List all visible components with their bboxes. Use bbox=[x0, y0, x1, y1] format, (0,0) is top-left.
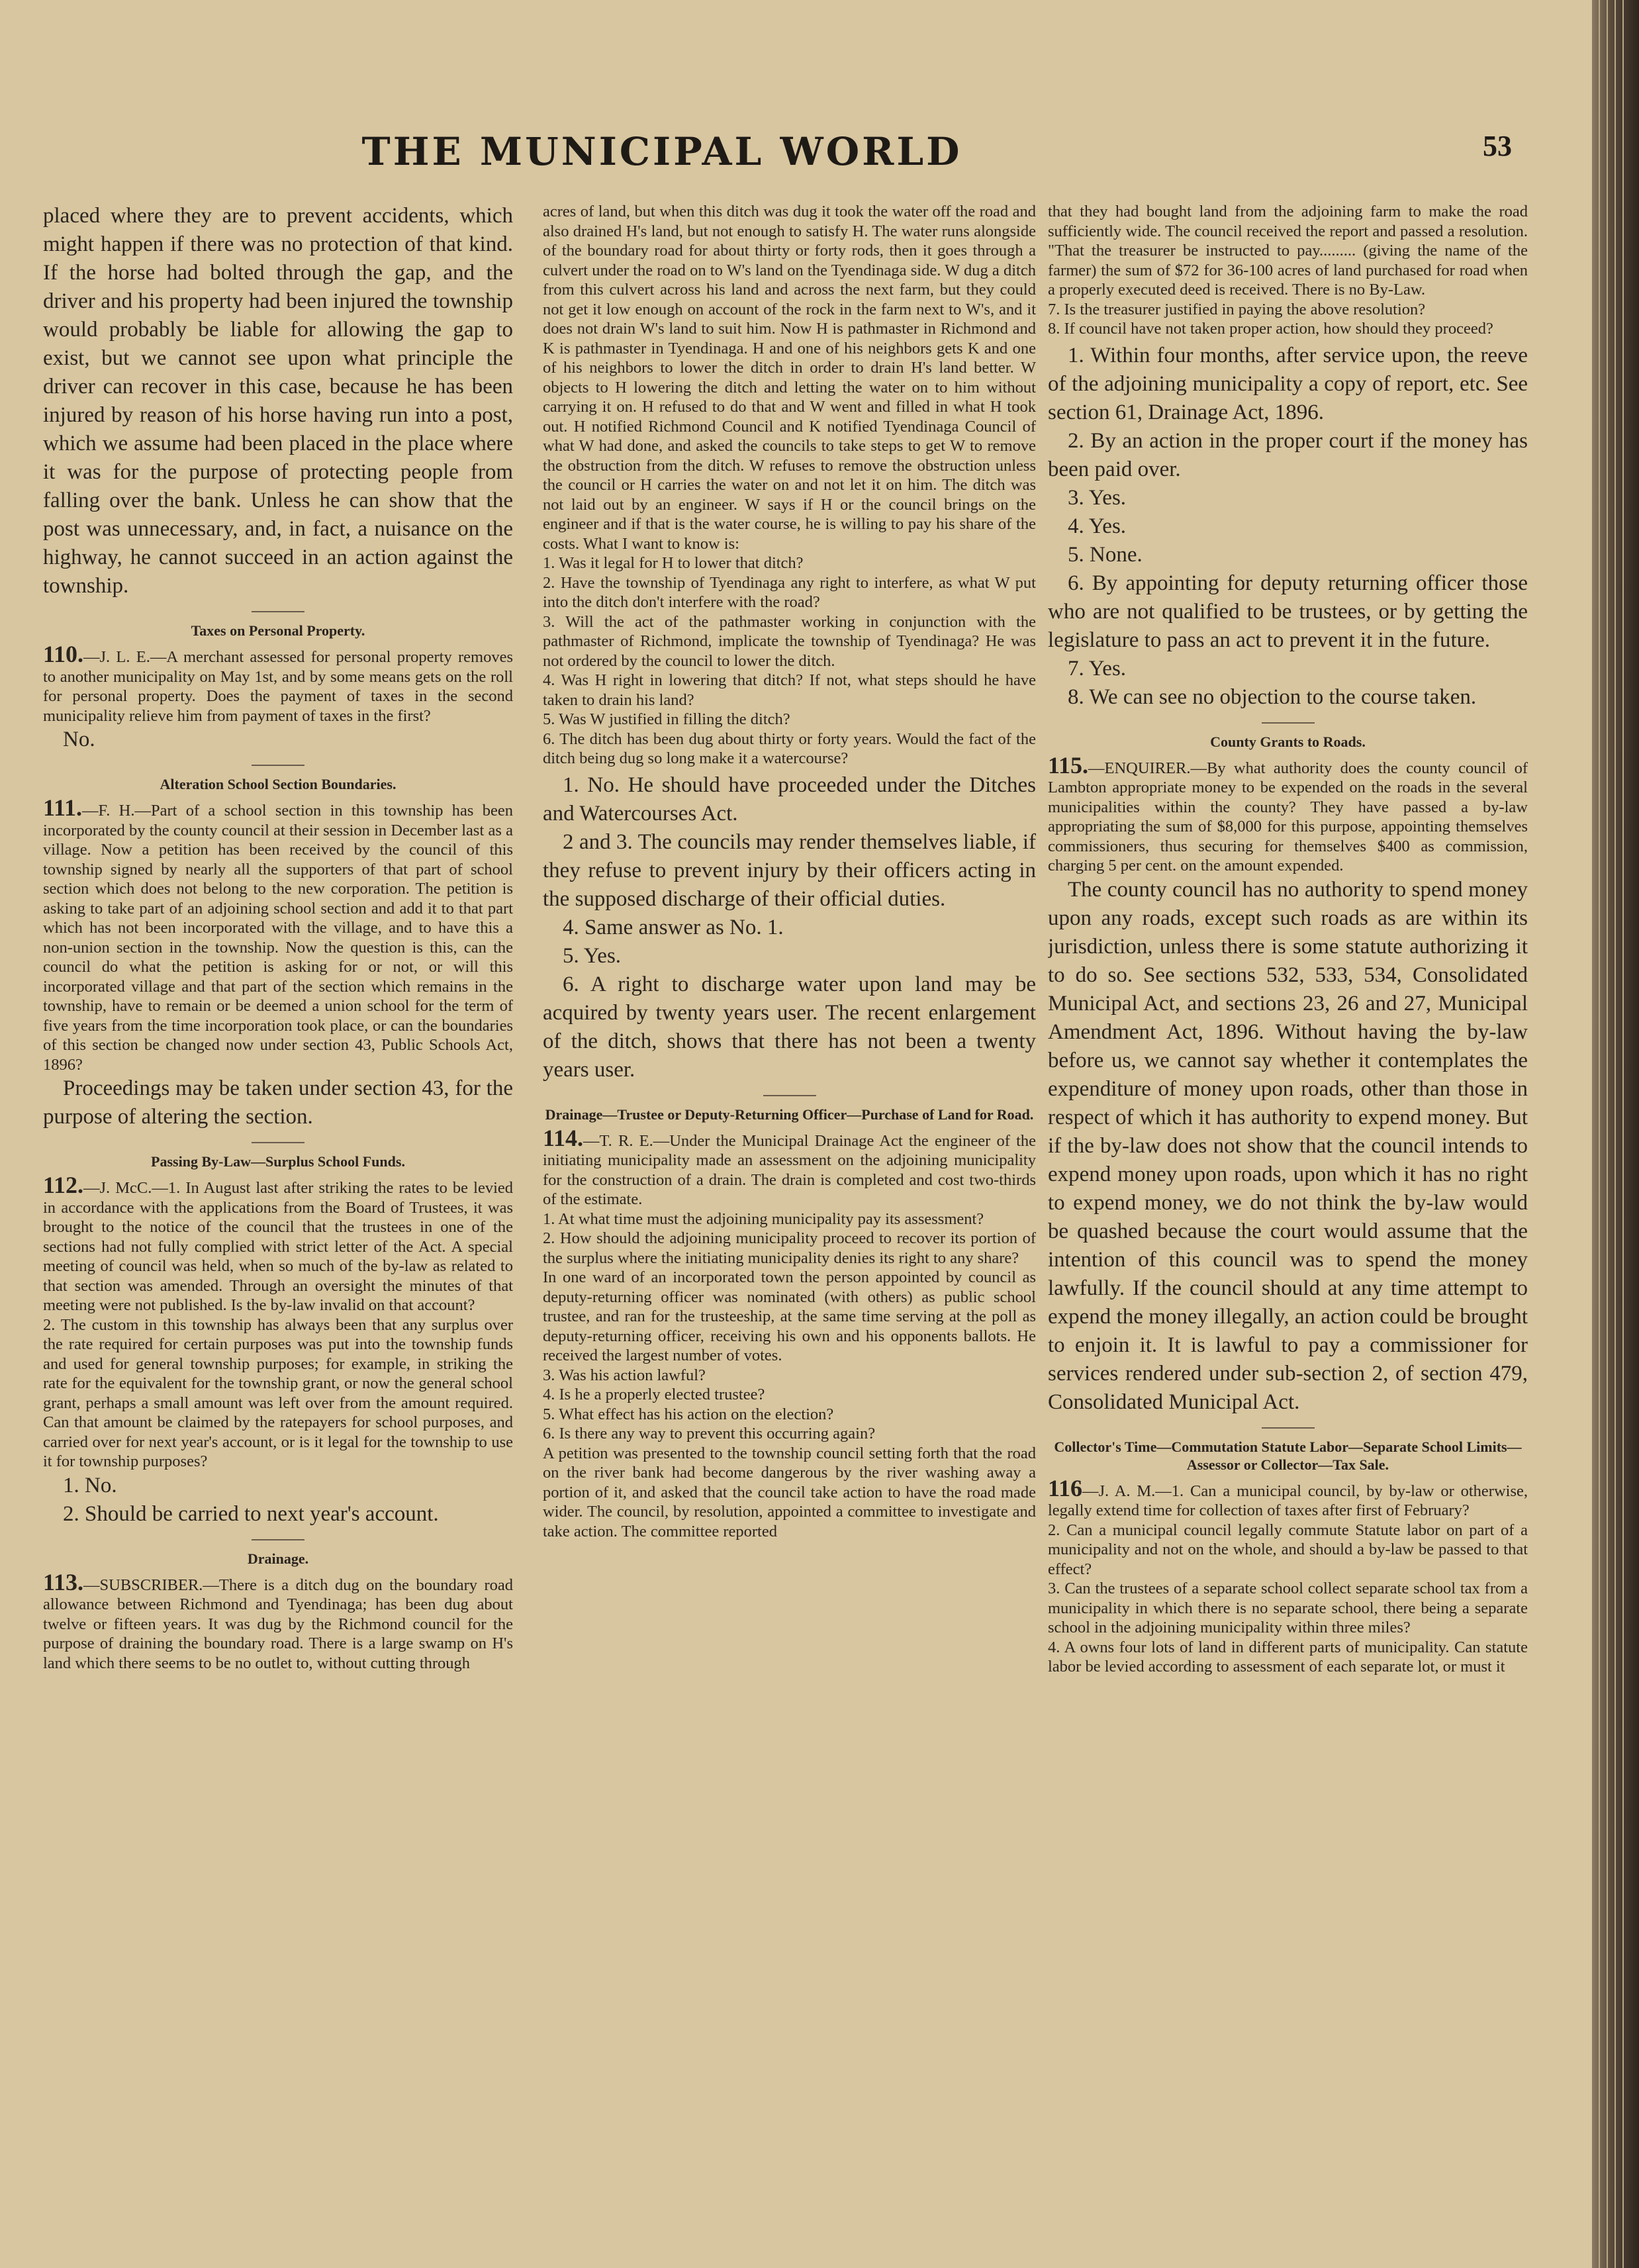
question-text: —F. H.—Part of a school section in this township has been incorporated by the county council at their session in December last as a village. Now a petition has been received by the council of this township signed by nearly all the supporters of that part of school section which does not belong to the new corporation. The petition is asking to take part of an adjoining school section and add it to that part which has not been incorporated with the village, and to have this a non-union section in the township. Now the question is this, can the council do what the petition is asking for or not, or will this incorporated village and that part of the section which remains in the township, have to remain or be deemed a union school for the term of five years from the time incorporation took place, or can the boundaries of this section be changed now under section 43, Public Schools Act, 1896? bbox=[43, 802, 513, 1074]
question-text: —ENQUIRER.—By what authority does the county council of Lambton appropriate money to be expended on the roads in the several municipalities within the county? They have passed a by-law appropriating the sum of $8,000 for this purpose, appointing themselves commissioners, thus securing for themselves $400 as commission, charging 5 per cent. on the amount expended. bbox=[1048, 759, 1528, 874]
divider bbox=[252, 611, 304, 612]
masthead-title: THE MUNICIPAL WORLD bbox=[361, 129, 962, 174]
book-page-edges bbox=[1592, 0, 1639, 2268]
answer-112-2: 2. Should be carried to next year's account. bbox=[63, 1501, 439, 1526]
question-112-1 bbox=[43, 1172, 513, 1315]
question-114-7: 7. Is the treasurer justified in paying the above resolution? bbox=[1048, 300, 1426, 318]
question-113-4: 4. Was H right in lowering that ditch? If not, what steps should he have taken to drain his land? bbox=[543, 671, 1036, 709]
question-114-4: 4. Is he a properly elected trustee? bbox=[543, 1386, 765, 1403]
question-114-1: 1. At what time must the adjoining municipality pay its assessment? bbox=[543, 1209, 984, 1228]
question-114-8: 8. If council have not taken proper action, how should they proceed? bbox=[1048, 320, 1493, 338]
answer-114-1: 1. Within four months, after service upon, the reeve of the adjoining municipality a copy of report, etc. See section 61, Drainage Act, 1896. bbox=[1048, 343, 1528, 424]
question-114-para-2: A petition was presented to the township council setting forth that the road on the river bank had become dangerous by the river washing away a portion of it, and asked that the council take action to have the road made wider. The council, by resolution, appointed a committee to investigate and take action. The committee reported bbox=[543, 1444, 1036, 1540]
heading-111: Alteration School Section Boundaries. bbox=[160, 776, 397, 792]
answer-109-continued: placed where they are to prevent accidents, which might happen if there was no protection of that kind. If the horse had bolted through the gap, and the driver and his property had been injured the township would probably be liable for allowing the gap to exist, but we cannot see upon what principle the driver can recover in this case, because he has been injured by reason of his horse having run into a post, which we assume had been placed in the place where it was for the purpose of protecting people from falling over the bank. Unless he can show that the post was unnecessary, and, in fact, a nuisance on the highway, he cannot succeed in an action against the township. bbox=[43, 204, 513, 598]
heading-116: Collector's Time—Commutation Statute Labor—Separate School Limits—Assessor or Collector—Tax Sale. bbox=[1054, 1438, 1522, 1473]
question-number: 114. bbox=[543, 1124, 584, 1151]
question-114-6: 6. Is there any way to prevent this occurring again? bbox=[543, 1425, 876, 1442]
answer-114-5: 5. None. bbox=[1068, 542, 1143, 567]
column-1 bbox=[43, 202, 513, 2241]
page-header bbox=[0, 129, 1592, 182]
divider bbox=[1262, 722, 1315, 724]
question-number: 116 bbox=[1048, 1474, 1083, 1501]
question-114-3: 3. Was his action lawful? bbox=[543, 1366, 706, 1384]
answer-113-5: 5. Yes. bbox=[563, 943, 622, 968]
question-text: —SUBSCRIBER.—There is a ditch dug on the boundary road allowance between Richmond and Tyendinaga; has been dug about twelve or fifteen years. It was dug by the Richmond council for the purpose of draining the boundary road. There is a large swamp on H's land which there seems to be no outlet to, without cutting through bbox=[43, 1576, 513, 1672]
heading-113: Drainage. bbox=[247, 1550, 309, 1567]
question-number: 110. bbox=[43, 641, 84, 667]
answer-114-7: 7. Yes. bbox=[1068, 656, 1127, 681]
question-text: —J. L. E.—A merchant assessed for personal property removes to another municipality on May 1st, and by some means gets on the roll for personal property. Does the payment of taxes in the second municipality relieve him from payment of taxes in the first? bbox=[43, 648, 513, 725]
answer-112-1: 1. No. bbox=[63, 1473, 117, 1497]
column-3 bbox=[1048, 202, 1528, 2241]
column-2 bbox=[543, 202, 1036, 2241]
question-116-2: 2. Can a municipal council legally commute Statute labor on part of a municipality and not on the whole, and should a by-law be passed to that effect? bbox=[1048, 1521, 1528, 1578]
divider bbox=[252, 1539, 304, 1540]
question-116-4: 4. A owns four lots of land in different parts of municipality. Can statute labor be levied according to assessment of each separate lot, or must it bbox=[1048, 1638, 1528, 1676]
question-112-2: 2. The custom in this township has always been that any surplus over the rate required for certain purposes was put into the township funds and used for general township purposes; for example, in striking the rate for the equivalent for the township grant, or now the general school grant, perhaps a small amount was left over from the amount required. Can that amount be claimed by the ratepayers for school purposes, and carried over for next year's account, or is it legal for the township to use it for township purposes? bbox=[43, 1315, 513, 1470]
page-number: 53 bbox=[1483, 130, 1512, 162]
divider bbox=[252, 765, 304, 766]
question-113 bbox=[43, 1568, 513, 1674]
answer-111: Proceedings may be taken under section 43, for the purpose of altering the section. bbox=[43, 1076, 513, 1129]
heading-112: Passing By-Law—Surplus School Funds. bbox=[151, 1153, 405, 1170]
question-116-1 bbox=[1048, 1474, 1528, 1521]
question-113-6: 6. The ditch has been dug about thirty or forty years. Would the fact of the ditch being dug so long make it a watercourse? bbox=[543, 730, 1036, 767]
heading-110: Taxes on Personal Property. bbox=[191, 622, 365, 639]
question-113-2: 2. Have the township of Tyendinaga any right to interfere, as what W put into the ditch don't interfere with the road? bbox=[543, 573, 1036, 611]
answer-110: No. bbox=[63, 728, 95, 751]
heading-115: County Grants to Roads. bbox=[1210, 733, 1366, 750]
answer-114-2: 2. By an action in the proper court if the money has been paid over. bbox=[1048, 428, 1528, 481]
question-number: 115. bbox=[1048, 751, 1089, 779]
answer-113-2-3: 2 and 3. The councils may render themselves liable, if they refuse to prevent injury by their officers acting in the supposed discharge of their official duties. bbox=[543, 829, 1036, 911]
question-text: —J. A. M.—1. Can a municipal council, by by-law or otherwise, legally extend time for collection of taxes after first of February? bbox=[1048, 1482, 1528, 1519]
question-114-para: In one ward of an incorporated town the person appointed by council as deputy-returning officer was nominated (with others) as public school trustee, and ran for the trusteeship, at the same time serving at the poll as deputy-returning officer, receiving his own and his opponents ballots. He received the largest number of votes. bbox=[543, 1268, 1036, 1364]
question-111 bbox=[43, 794, 513, 1074]
question-114-5: 5. What effect has his action on the election? bbox=[543, 1405, 834, 1423]
answer-114-6: 6. By appointing for deputy returning officer those who are not qualified to be trustees, or by getting the legislature to pass an act to prevent it in the future. bbox=[1048, 571, 1528, 652]
question-114-2: 2. How should the adjoining municipality proceed to recover its portion of the surplus where the initiating municipality denies its right to any share? bbox=[543, 1229, 1036, 1267]
question-text: —J. McC.—1. In August last after striking the rates to be levied in accordance with the applications from the Board of Trustees, it was brought to the notice of the council that the trustees in one of the sections had not fully complied with strict letter of the Act. A special meeting of council was held, when so much of the by-law as related to that section was amended. Through an oversight the minutes of that meeting were not published. Is the by-law invalid on that account? bbox=[43, 1179, 513, 1314]
question-number: 113. bbox=[43, 1568, 84, 1595]
answer-114-4: 4. Yes. bbox=[1068, 514, 1127, 538]
answer-114-8: 8. We can see no objection to the course taken. bbox=[1068, 685, 1477, 709]
question-114 bbox=[543, 1124, 1036, 1209]
divider bbox=[252, 1142, 304, 1143]
answer-115: The county council has no authority to spend money upon any roads, except such roads as are within its jurisdiction, unless there is some statute authorizing it to do so. See sections 532, 533, 534, Consolidated Municipal Act, and sections 23, 26 and 27, Municipal Amendment Act, 1896. Without having the by-law before us, we cannot say whether it contemplates the expenditure of money upon roads, other than those in respect of which it has authority to expend money. But if the by-law does not show that the council intends to expend money upon roads, upon which it has no right to expend money, we do not think the by-law would be quashed because the court would assume that the intention of this council was to spend the money lawfully. If the council should at any time attempt to expend the money illegally, an action could be brought to enjoin it. It is lawful to pay a commissioner for services rendered under sub-section 2, of section 479, Consolidated Municipal Act. bbox=[1048, 877, 1528, 1414]
answer-113-1: 1. No. He should have proceeded under the Ditches and Watercourses Act. bbox=[543, 773, 1036, 826]
question-113-continued: acres of land, but when this ditch was dug it took the water off the road and also drained H's land, but not enough to satisfy H. The water runs alongside of the boundary road for about thirty or forty rods, then it goes through a culvert under the road on to W's land on the Tyendinaga side. W dug a ditch from this culvert across his land and across the next farm, but they could not get it low enough on account of the rock in the farm next to W's, and it does not drain W's land to suit him. Now H is pathmaster in Richmond and K is pathmaster in Tyendinaga. H and one of his neighbors gets K and one of his neighbors to lower the ditch in order to drain H's land better. W objects to H lowering the ditch and letting the water on to him without carrying it on. H refused to do that and W went and filled in what H took out. H notified Richmond Council and K notified Tyendinaga Council of what W had done, and asked the councils to take steps to get W to remove the obstruction from the ditch. W refuses to remove the obstruction unless the council or H carries the water on and not let it on him. The ditch was not laid out by an engineer. W says if H or the council brings on the engineer and if that is the water course, he is willing to pay his share of the costs. What I want to know is: bbox=[543, 203, 1036, 553]
question-113-3: 3. Will the act of the pathmaster working in conjunction with the pathmaster of Richmond, implicate the township of Tyendinaga? He was not ordered by the council to lower the ditch. bbox=[543, 612, 1036, 670]
heading-114: Drainage—Trustee or Deputy-Returning Officer—Purchase of Land for Road. bbox=[545, 1106, 1034, 1123]
divider bbox=[1262, 1427, 1315, 1429]
question-113-5: 5. Was W justified in filling the ditch? bbox=[543, 710, 790, 728]
answer-114-3: 3. Yes. bbox=[1068, 485, 1127, 510]
answer-113-4: 4. Same answer as No. 1. bbox=[563, 915, 784, 939]
question-number: 111. bbox=[43, 794, 83, 821]
question-115 bbox=[1048, 751, 1528, 876]
question-116-3: 3. Can the trustees of a separate school collect separate school tax from a municipality in which there is no separate school, there being a separate school in the adjoining municipality within three miles? bbox=[1048, 1580, 1528, 1636]
question-110 bbox=[43, 641, 513, 726]
answer-113-6: 6. A right to discharge water upon land may be acquired by twenty years user. The recent enlargement of the ditch, shows that there has not been a twenty years user. bbox=[543, 972, 1036, 1082]
question-text: —T. R. E.—Under the Municipal Drainage Act the engineer of the initiating municipality made an assessment on the adjoining municipality for the construction of a drain. The drain is completed and cost two-thirds of the estimate. bbox=[543, 1131, 1036, 1208]
divider bbox=[763, 1095, 816, 1096]
question-113-1: 1. Was it legal for H to lower that ditch? bbox=[543, 554, 804, 572]
question-number: 112. bbox=[43, 1172, 84, 1198]
question-114-continued: that they had bought land from the adjoining farm to make the road sufficiently wide. The council received the report and passed a resolution. "That the treasurer be instructed to pay......... (giving the name of the farmer) the sum of $72 for 36-100 acres of land purchased for road when a properly executed deed is received. There is no By-Law. bbox=[1048, 203, 1528, 299]
